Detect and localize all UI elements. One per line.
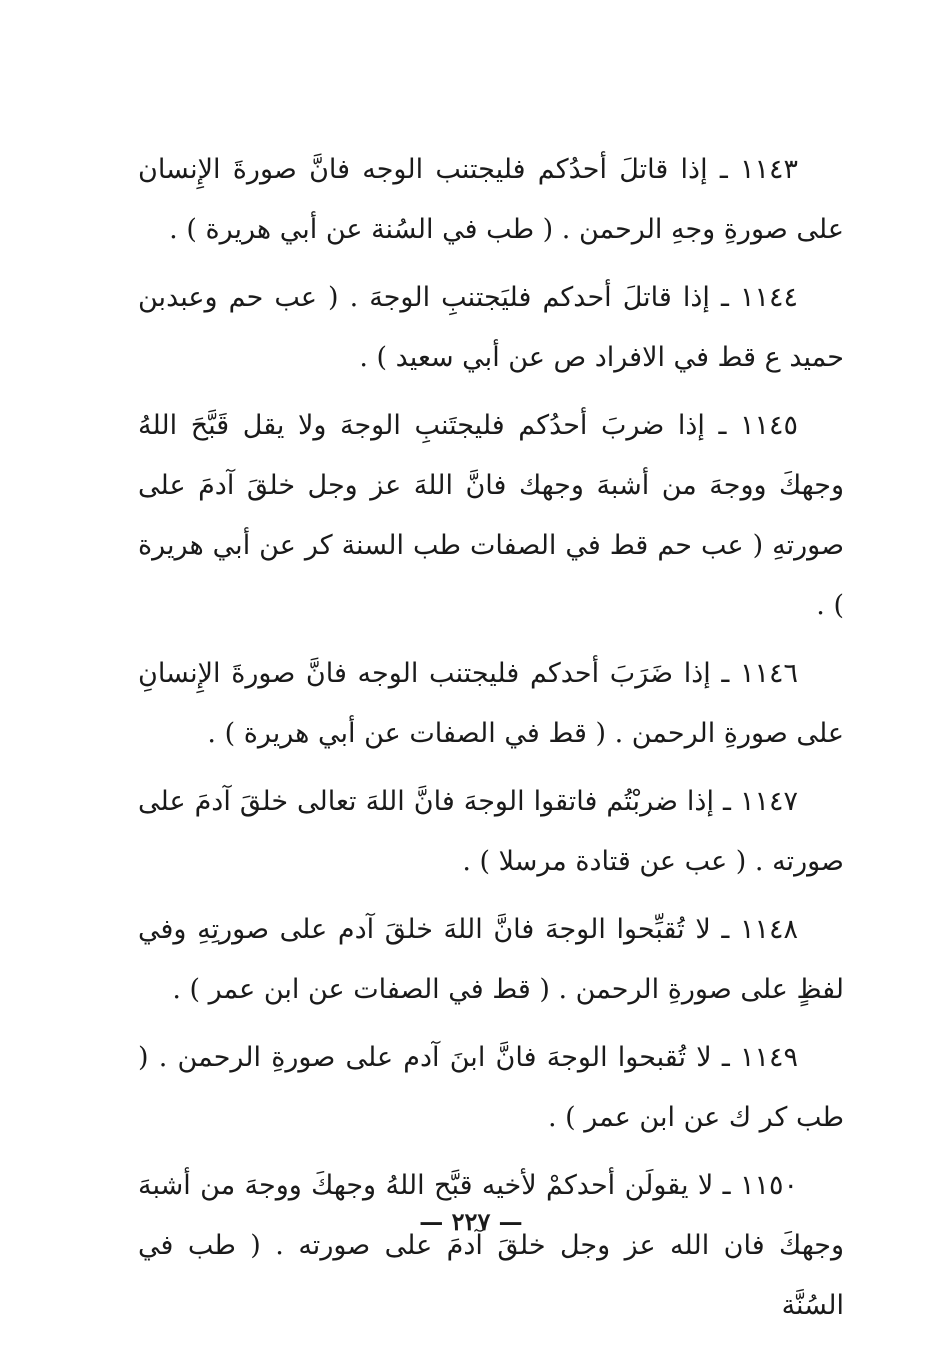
hadith-paragraph (138, 1028, 844, 1148)
hadith-entry (138, 772, 844, 892)
hadith-text: إذا ضربْتُم فاتقوا الوجهَ فانَّ اللهَ تعالى خلقَ آدمَ على صورته . ( عب عن قتادة مرسلا ) . (138, 786, 844, 877)
separator: ـ (718, 410, 727, 441)
hadith-number: ١١٤٩ (739, 1042, 798, 1073)
separator: ـ (722, 1170, 731, 1201)
hadith-entry (138, 1028, 844, 1148)
hadith-text: إذا قاتلَ أحدُكم فليجتنب الوجه فانَّ صورةَ الإِنسان على صورةِ وجهِ الرحمن . ( طب في السُنة عن أبي هريرة ) . (138, 154, 844, 245)
hadith-number: ١١٤٨ (739, 914, 798, 945)
hadith-number: ١١٤٥ (739, 410, 798, 441)
separator: ـ (721, 658, 730, 689)
hadith-entry (138, 900, 844, 1020)
separator: ـ (721, 1042, 730, 1073)
hadith-list (138, 140, 844, 1344)
hadith-text: إذا قاتلَ أحدكم فليَجتنبِ الوجهَ . ( عب حم وعبدبن حميد ع قط في الافراد ص عن أبي سعيد ) . (138, 282, 844, 373)
page-number: — ٢٢٧ — (419, 1207, 523, 1236)
hadith-entry (138, 644, 844, 764)
separator: ـ (723, 786, 731, 817)
hadith-entry (138, 268, 844, 388)
hadith-paragraph (138, 396, 844, 636)
hadith-number: ١١٤٤ (739, 282, 798, 313)
hadith-text: إذا ضَرَبَ أحدكم فليجتنب الوجه فانَّ صورةَ الإِنسانِ على صورةِ الرحمن . ( قط في الصفات عن أبي هريرة ) . (138, 658, 844, 749)
hadith-text: لا تُقبحوا الوجهَ فانَّ ابنَ آدم على صورةِ الرحمن . ( طب كر ك عن ابن عمر ) . (138, 1042, 844, 1133)
hadith-text: لا يقولَن أحدكمْ لأخيه قبَّح اللهُ وجهكَ ووجهَ من أشبهَ وجهكَ فان الله عز وجل خلقَ آدمَ على صورته . ( طب في السُنَّة (138, 1170, 844, 1321)
hadith-paragraph (138, 644, 844, 764)
hadith-entry (138, 140, 844, 260)
hadith-paragraph (138, 268, 844, 388)
hadith-paragraph (138, 1156, 844, 1336)
hadith-text: إذا ضربَ أحدُكم فليجتَنبِ الوجهَ ولا يقل قَبَّحَ اللهُ وجهكَ ووجهَ من أشبهَ وجهك فانَّ اللهَ عز وجل خلقَ آدمَ على صورتهِ ( عب حم قط في الصفات طب السنة كر عن أبي هريرة ) . (138, 410, 844, 621)
hadith-number: ١١٤٧ (739, 786, 798, 817)
hadith-number: ١١٤٦ (739, 658, 798, 689)
hadith-paragraph (138, 772, 844, 892)
separator: ـ (720, 282, 729, 313)
separator: ـ (719, 154, 728, 185)
hadith-text: لا تُقبِّحوا الوجهَ فانَّ اللهَ خلقَ آدم على صورتِهِ وفي لفظٍ على صورةِ الرحمن . ( قط في الصفات عن ابن عمر ) . (138, 914, 844, 1005)
hadith-number: ١١٥٠ (739, 1170, 798, 1201)
separator: ـ (721, 914, 730, 945)
hadith-entry (138, 1156, 844, 1336)
hadith-number: ١١٤٣ (739, 154, 798, 185)
hadith-paragraph (138, 140, 844, 260)
hadith-paragraph (138, 900, 844, 1020)
hadith-entry (138, 396, 844, 636)
